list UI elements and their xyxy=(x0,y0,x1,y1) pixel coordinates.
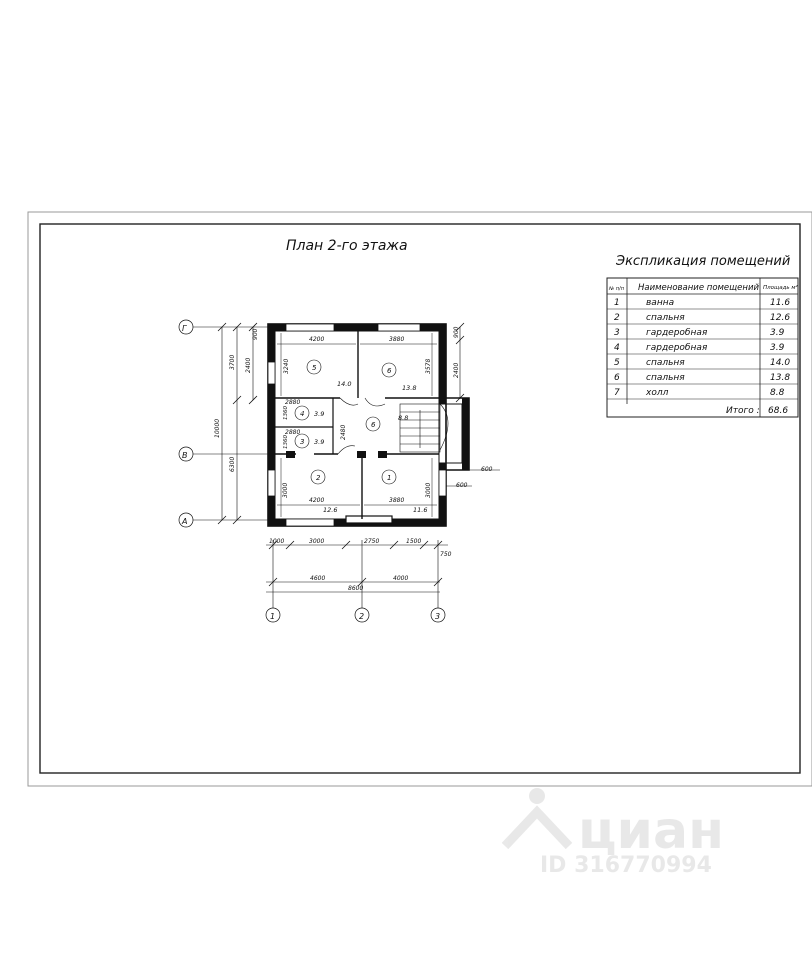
dim-left-lower: 6300 xyxy=(229,456,236,472)
closet4-width: 2880 xyxy=(285,399,301,406)
dim-b1: 1000 xyxy=(269,538,285,545)
row-name: спальня xyxy=(646,313,685,323)
room2-num: 2 xyxy=(316,474,321,482)
room2-height: 3000 xyxy=(282,482,289,498)
outer-wall-inner xyxy=(275,331,439,519)
row-num: 6 xyxy=(614,373,620,383)
hall-num: 6 xyxy=(371,421,376,429)
window xyxy=(268,470,275,496)
row-num: 1 xyxy=(614,298,620,308)
wall-block xyxy=(439,324,446,404)
room3-area: 3.9 xyxy=(314,438,325,446)
total-label: Итого : xyxy=(726,406,760,416)
staircase xyxy=(400,404,448,452)
logo-pin-body xyxy=(505,812,569,846)
window xyxy=(286,324,334,331)
door-swing xyxy=(338,446,355,454)
column xyxy=(378,451,387,458)
room1-width: 3880 xyxy=(389,497,405,504)
dim-right-600b: 600 xyxy=(456,482,468,489)
header-name: Наименование помещений xyxy=(638,283,759,293)
axis-label-2: 2 xyxy=(359,612,365,621)
row-area: 12.6 xyxy=(770,313,791,323)
row-num: 7 xyxy=(614,388,620,398)
room5-width: 4200 xyxy=(309,336,325,343)
wall-block xyxy=(462,398,469,470)
row-name: холл xyxy=(646,388,669,398)
axis-label-1: 1 xyxy=(270,612,276,621)
table-row xyxy=(614,313,790,323)
room1-height: 3000 xyxy=(425,482,432,498)
dim-b3: 2750 xyxy=(364,538,380,545)
dim-seg1: 4600 xyxy=(310,575,326,582)
window xyxy=(378,324,420,331)
row-area: 8.8 xyxy=(770,388,785,398)
row-num: 3 xyxy=(614,328,620,338)
dim-right-upper: 2400 xyxy=(453,362,460,378)
closet3-height: 1360 xyxy=(283,435,289,449)
room2-area: 12.6 xyxy=(323,506,338,514)
room6-area: 13.8 xyxy=(402,384,417,392)
watermark-brand: циан xyxy=(578,801,724,861)
door-swing xyxy=(340,398,358,405)
room4-area: 3.9 xyxy=(314,410,325,418)
dim-seg2: 4000 xyxy=(393,575,409,582)
window xyxy=(268,362,275,384)
door-swing xyxy=(365,398,385,406)
axis-label-a: А xyxy=(182,517,188,526)
row-name: гардеробная xyxy=(646,343,708,353)
row-area: 3.9 xyxy=(770,328,785,338)
row-area: 13.8 xyxy=(770,373,791,383)
row-name: ванна xyxy=(646,298,675,308)
room5-height: 3240 xyxy=(283,358,290,374)
dim-left-upper: 3700 xyxy=(229,354,236,370)
row-name: спальня xyxy=(646,373,685,383)
row-num: 4 xyxy=(614,343,620,353)
table-row xyxy=(614,343,785,353)
closet3-width: 2880 xyxy=(285,429,301,436)
closet4-height: 1360 xyxy=(283,406,289,420)
room4-num: 4 xyxy=(300,410,305,418)
row-num: 2 xyxy=(614,313,620,323)
table-row xyxy=(614,388,785,398)
room6-width: 3880 xyxy=(389,336,405,343)
dim-b4: 1500 xyxy=(406,538,422,545)
total-value: 68.6 xyxy=(768,406,789,416)
dim-right-600a: 600 xyxy=(481,466,493,473)
header-area: Площадь м² xyxy=(763,285,798,291)
room2-width: 4200 xyxy=(309,497,325,504)
header-num: № п/п xyxy=(609,286,625,292)
hall-height: 2480 xyxy=(340,424,347,440)
row-name: спальня xyxy=(646,358,685,368)
watermark xyxy=(505,788,724,878)
dim-b2: 3000 xyxy=(309,538,325,545)
table-row xyxy=(614,328,785,338)
dim-total: 8600 xyxy=(348,585,364,592)
axis-label-g: Г xyxy=(182,324,187,333)
dim-right-small: 900 xyxy=(453,326,460,338)
room6-num: 6 xyxy=(387,367,392,375)
row-area: 14.0 xyxy=(770,358,791,368)
row-num: 5 xyxy=(614,358,620,368)
dim-b5: 750 xyxy=(440,551,452,558)
dim-left-inner: 2400 xyxy=(245,357,252,373)
window xyxy=(346,516,392,523)
axis-label-3: 3 xyxy=(435,612,441,621)
room3-num: 3 xyxy=(300,438,305,446)
row-area: 3.9 xyxy=(770,343,785,353)
table-row xyxy=(614,298,790,308)
table-row xyxy=(614,373,790,383)
watermark-id: ID 316770994 xyxy=(540,853,712,878)
sheet-frame xyxy=(40,224,800,773)
room1-num: 1 xyxy=(387,474,392,482)
plan-title: План 2-го этажа xyxy=(286,238,408,254)
logo-pin-head xyxy=(529,788,545,804)
window xyxy=(439,470,446,496)
axis-label-v: В xyxy=(182,451,188,460)
row-area: 11.6 xyxy=(770,298,791,308)
window xyxy=(286,519,334,526)
column xyxy=(286,451,295,458)
room6-height: 3578 xyxy=(425,358,432,374)
room5-num: 5 xyxy=(312,364,317,372)
plan xyxy=(179,320,500,622)
column xyxy=(357,451,366,458)
room1-area: 11.6 xyxy=(413,506,428,514)
cian-logo-icon xyxy=(505,788,569,846)
table-row xyxy=(614,358,790,368)
dim-left-outer: 10000 xyxy=(214,418,221,438)
outer-wall xyxy=(268,324,446,526)
explication-title: Экспликация помещений xyxy=(616,254,791,269)
dim-top-small: 900 xyxy=(252,328,259,340)
sheet-outer-border xyxy=(28,212,812,786)
row-name: гардеробная xyxy=(646,328,708,338)
room5-area: 14.0 xyxy=(337,380,352,388)
hall-area: 8.8 xyxy=(398,414,409,422)
explication-table xyxy=(607,254,799,417)
stair-bump-inner xyxy=(439,404,462,463)
